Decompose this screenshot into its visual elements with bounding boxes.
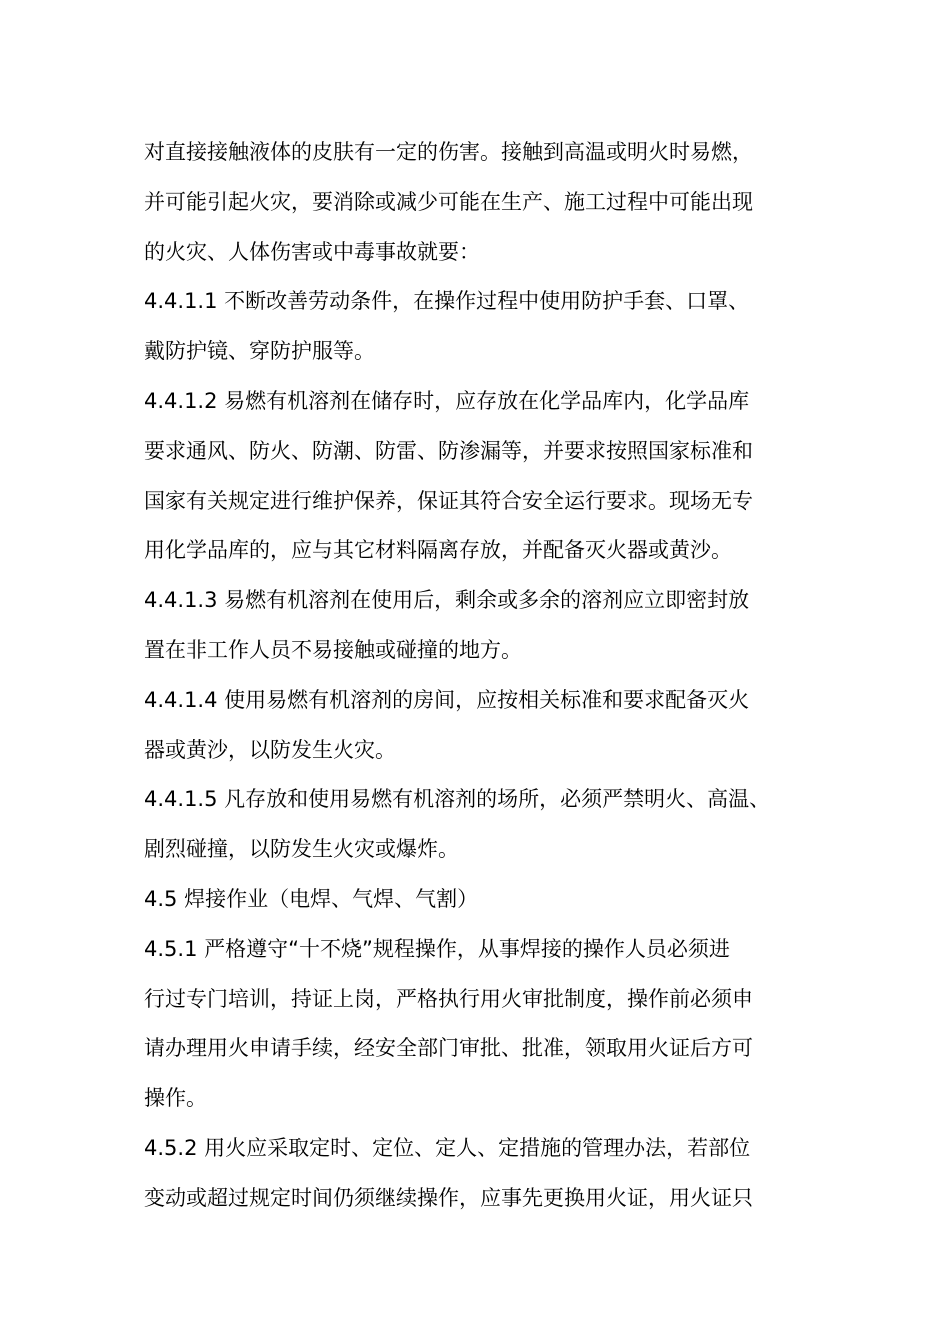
- section-4-4-1-5: 4.4.1.5 凡存放和使用易燃有机溶剂的场所，必须严禁明火、高温、: [144, 787, 771, 812]
- text-line: 变动或超过规定时间仍须继续操作，应事先更换用火证，用火证只: [144, 1185, 753, 1210]
- text-line: 的火灾、人体伤害或中毒事故就要：: [144, 239, 480, 264]
- text-line: 置在非工作人员不易接触或碰撞的地方。: [144, 637, 522, 662]
- section-4-5-1: 4.5.1 严格遵守“十不烧”规程操作，从事焊接的操作人员必须进: [144, 936, 730, 961]
- section-4-4-1-4: 4.4.1.4 使用易燃有机溶剂的房间，应按相关标准和要求配备灭火: [144, 687, 750, 712]
- text-line: 行过专门培训，持证上岗，严格执行用火审批制度，操作前必须申: [144, 986, 753, 1011]
- text-line: 用化学品库的，应与其它材料隔离存放，并配备灭火器或黄沙。: [144, 538, 732, 563]
- text-line: 请办理用火申请手续，经安全部门审批、批准，领取用火证后方可: [144, 1036, 753, 1061]
- section-4-4-1-2: 4.4.1.2 易燃有机溶剂在储存时，应存放在化学品库内，化学品库: [144, 388, 750, 413]
- section-4-4-1-1: 4.4.1.1 不断改善劳动条件，在操作过程中使用防护手套、口罩、: [144, 289, 750, 314]
- text-line: 戴防护镜、穿防护服等。: [144, 339, 375, 364]
- text-line: 要求通风、防火、防潮、防雷、防渗漏等，并要求按照国家标准和: [144, 438, 753, 463]
- text-line: 剧烈碰撞，以防发生火灾或爆炸。: [144, 837, 459, 862]
- section-4-5-2: 4.5.2 用火应采取定时、定位、定人、定措施的管理办法，若部位: [144, 1135, 751, 1160]
- section-4-4-1-3: 4.4.1.3 易燃有机溶剂在使用后，剩余或多余的溶剂应立即密封放: [144, 588, 750, 613]
- text-line: 操作。: [144, 1086, 207, 1111]
- text-line: 器或黄沙，以防发生火灾。: [144, 737, 396, 762]
- section-4-5-heading: 4.5 焊接作业（电焊、气焊、气割）: [144, 886, 479, 911]
- text-line: 国家有关规定进行维护保养，保证其符合安全运行要求。现场无专: [144, 488, 753, 513]
- text-line: 并可能引起火灾，要消除或减少可能在生产、施工过程中可能出现: [144, 189, 753, 214]
- text-line: 对直接接触液体的皮肤有一定的伤害。接触到高温或明火时易燃，: [144, 140, 753, 164]
- document-body: [144, 128, 844, 1224]
